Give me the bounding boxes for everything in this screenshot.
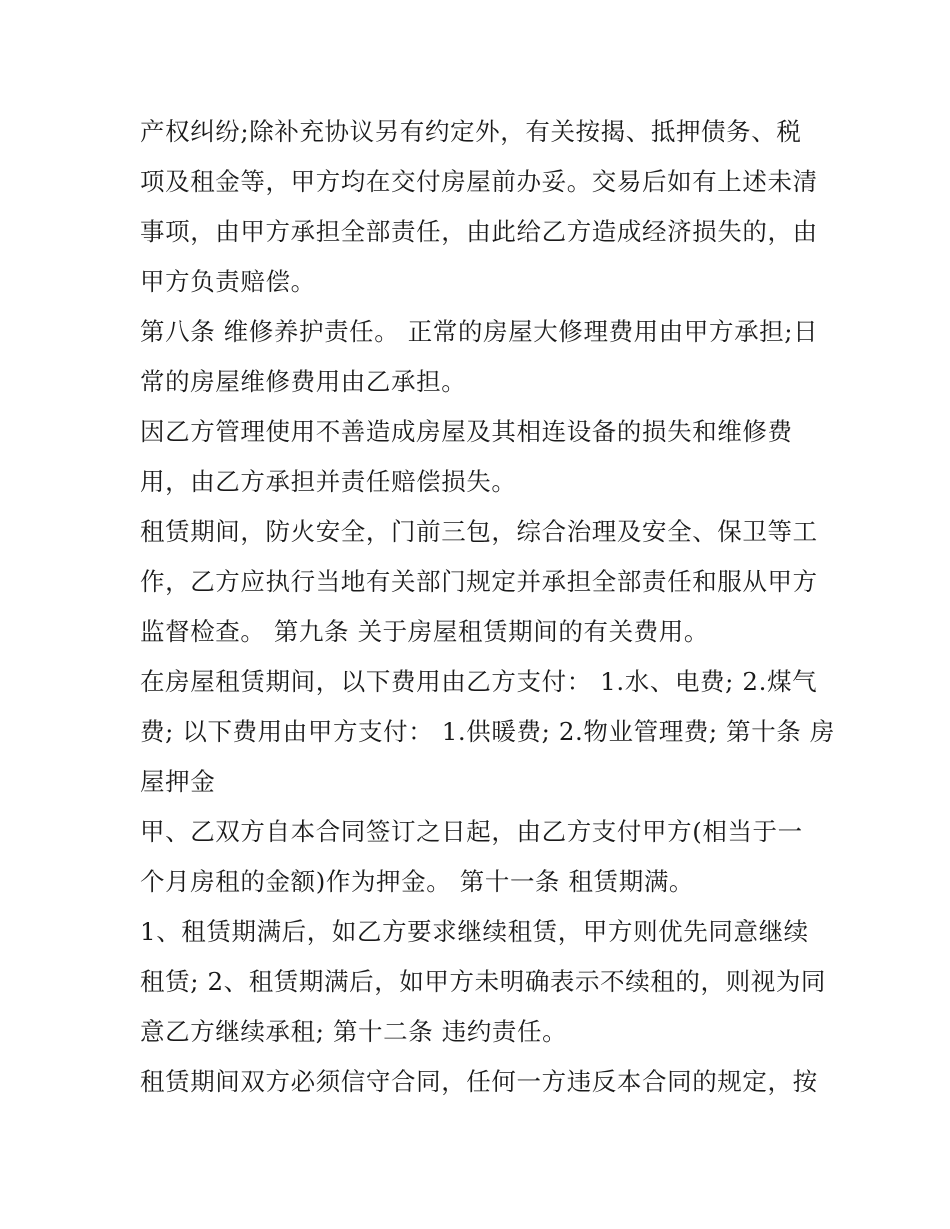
text-line: 意乙方继续承租; 第十二条 违约责任。: [140, 1017, 568, 1046]
text-line: 第八条 维修养护责任。 正常的房屋大修理费用由甲方承担;日: [140, 317, 819, 346]
text-line: 租赁期间，防火安全，门前三包，综合治理及安全、保卫等工: [140, 517, 818, 546]
text-line: 在房屋租赁期间，以下费用由乙方支付： 1.水、电费; 2.煤气: [140, 667, 818, 696]
text-line: 作，乙方应执行当地有关部门规定并承担全部责任和服从甲方: [140, 567, 818, 596]
text-line: 甲、乙双方自本合同签订之日起，由乙方支付甲方(相当于一: [140, 817, 803, 846]
text-line: 产权纠纷;除补充协议另有约定外，有关按揭、抵押债务、税: [140, 117, 802, 146]
text-line: 费; 以下费用由甲方支付： 1.供暖费; 2.物业管理费; 第十条 房: [140, 717, 835, 746]
text-line: 租赁期间双方必须信守合同，任何一方违反本合同的规定，按: [140, 1067, 818, 1096]
text-line: 用，由乙方承担并责任赔偿损失。: [140, 467, 517, 496]
text-line: 项及租金等，甲方均在交付房屋前办妥。交易后如有上述未清: [140, 167, 818, 196]
text-line: 1、租赁期满后，如乙方要求继续租赁，甲方则优先同意继续: [140, 917, 809, 946]
text-line: 甲方负责赔偿。: [140, 267, 316, 296]
text-line: 屋押金: [140, 767, 216, 796]
text-line: 因乙方管理使用不善造成房屋及其相连设备的损失和维修费: [140, 417, 793, 446]
text-line: 租赁; 2、租赁期满后，如甲方未明确表示不续租的，则视为同: [140, 967, 827, 996]
document-body: [140, 107, 835, 1107]
text-line: 监督检查。 第九条 关于房屋租赁期间的有关费用。: [140, 617, 709, 646]
text-line: 个月房租的金额)作为押金。 第十一条 租赁期满。: [140, 867, 695, 896]
text-line: 事项，由甲方承担全部责任，由此给乙方造成经济损失的，由: [140, 217, 818, 246]
text-line: 常的房屋维修费用由乙承担。: [140, 367, 467, 396]
